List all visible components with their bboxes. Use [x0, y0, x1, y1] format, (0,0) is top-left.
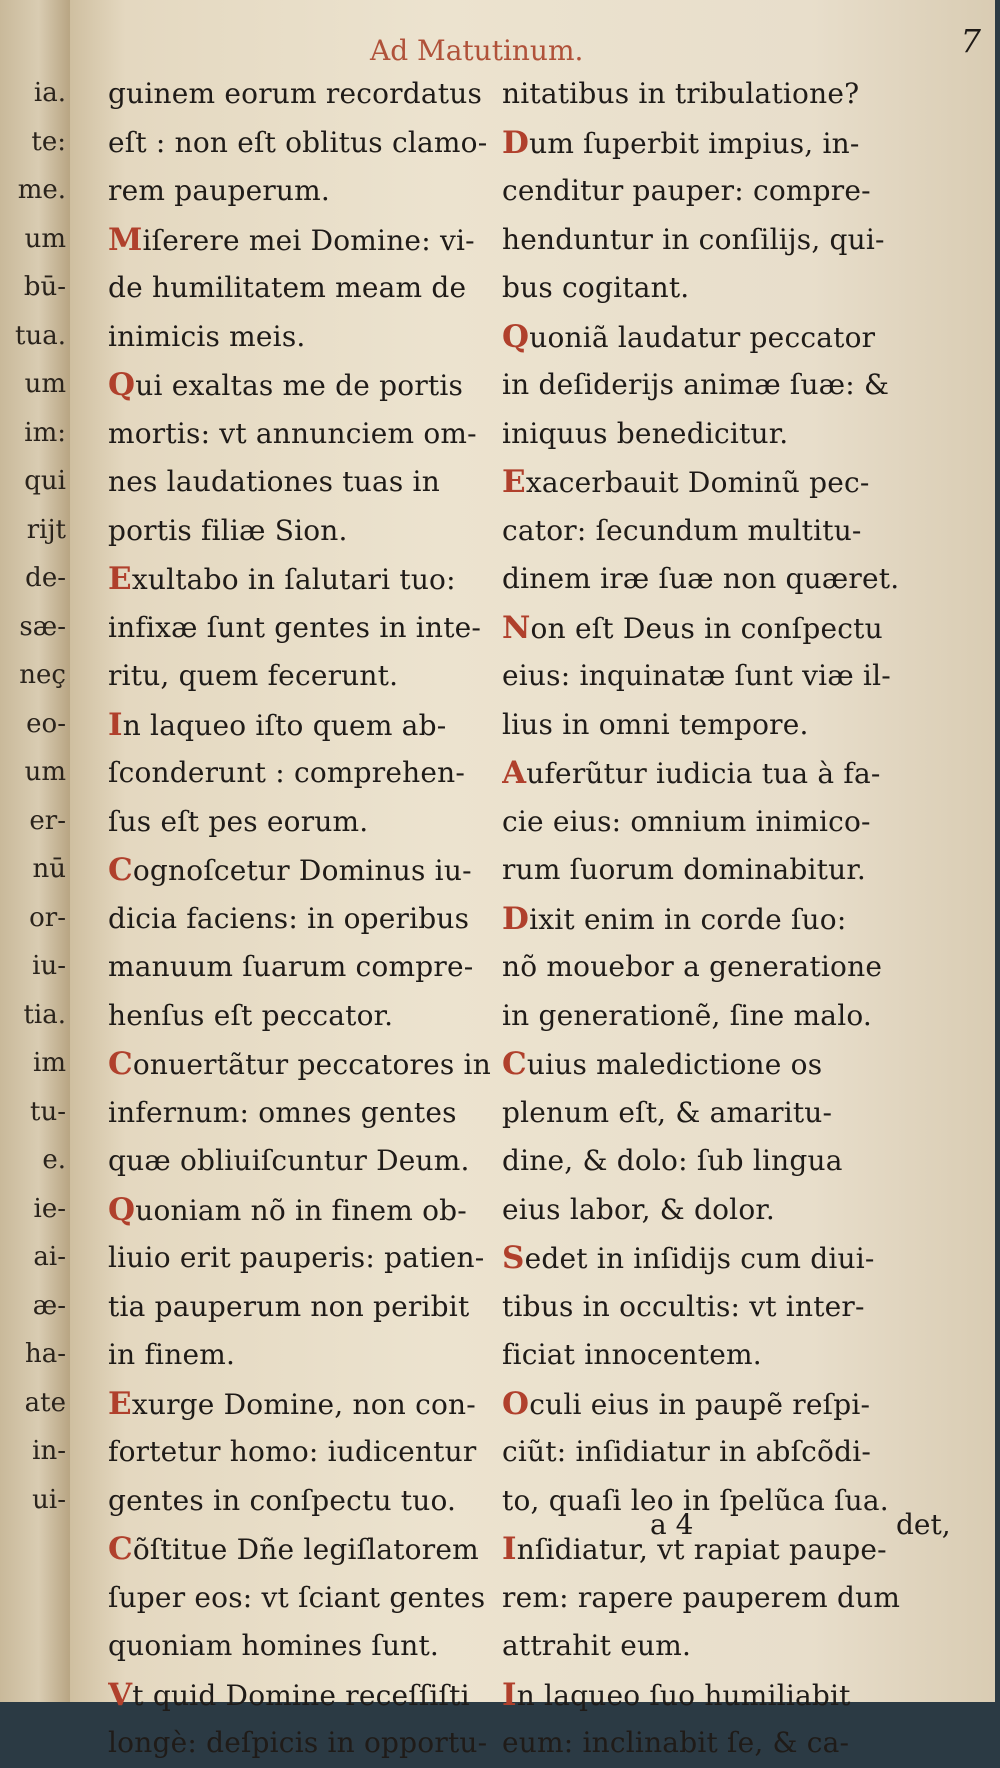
- text-line: [502, 1428, 972, 1477]
- previous-page-fragment: ha-: [24, 1339, 66, 1369]
- previous-page-fragment: um: [24, 223, 66, 254]
- line-text: eius labor, & dolor.: [502, 1192, 775, 1226]
- line-text: ſus eſt pes eorum.: [108, 804, 369, 838]
- previous-page-fragment: um: [24, 757, 66, 787]
- line-text: henduntur in conſilijs, qui-: [502, 222, 885, 256]
- red-initial: Q: [108, 367, 136, 403]
- line-text: nõ mouebor a generatione: [502, 950, 883, 983]
- previous-page-fragment: me.: [17, 175, 66, 205]
- red-initial: C: [108, 1531, 133, 1567]
- text-line: [108, 1234, 503, 1283]
- text-line: [502, 1137, 972, 1186]
- line-text: in deſiderijs animæ ſuæ: &: [502, 368, 890, 401]
- line-text: nes laudationes tuas in: [108, 465, 440, 498]
- previous-page-fragment: iu-: [32, 951, 66, 981]
- line-text: lius in omni tempore.: [502, 707, 809, 741]
- line-text: iniquus benedicitur.: [502, 416, 789, 450]
- text-line: [502, 1380, 972, 1429]
- line-text: on eſt Deus in conſpectu: [530, 611, 883, 645]
- line-text: eſt : non eſt oblitus clamo-: [108, 125, 488, 159]
- line-text: xurge Domine, non con-: [131, 1387, 476, 1421]
- line-text: uoniam nõ in finem ob-: [135, 1193, 467, 1227]
- previous-page-fragment: rijt: [26, 514, 66, 545]
- previous-page-fragment: er-: [29, 805, 66, 836]
- red-initial: E: [108, 561, 132, 597]
- text-line: [108, 846, 503, 895]
- text-line: [108, 1331, 503, 1380]
- previous-page-fragment: im: [33, 1048, 66, 1078]
- text-line: [502, 749, 972, 798]
- line-text: culi eius in paupẽ reſpi-: [529, 1387, 871, 1421]
- red-initial: C: [502, 1046, 527, 1082]
- line-text: rum ſuorum dominabitur.: [502, 853, 866, 886]
- text-line: [108, 943, 503, 992]
- line-text: in generationẽ, ſine malo.: [502, 998, 873, 1032]
- line-text: ciũt: inſidiatur in abſcõdi-: [502, 1435, 872, 1468]
- red-initial: C: [108, 1046, 133, 1082]
- text-line: [108, 798, 503, 847]
- text-line: [502, 1186, 972, 1235]
- text-line: [108, 264, 503, 313]
- text-line: [502, 652, 972, 701]
- line-text: dicia faciens: in operibus: [108, 901, 470, 935]
- red-initial: C: [108, 852, 133, 888]
- line-text: rem: rapere pauperem dum: [502, 1580, 901, 1614]
- text-line: [108, 604, 503, 653]
- text-line: [502, 1089, 972, 1138]
- text-line: [108, 1622, 503, 1671]
- previous-page-fragment: eo-: [26, 708, 66, 739]
- text-line: [108, 1089, 503, 1138]
- text-line: [502, 1622, 972, 1671]
- text-line: [502, 992, 972, 1041]
- line-text: nitatibus in tribulatione?: [502, 77, 860, 110]
- line-text: to, quaſi leo in ſpelũca ſua.: [502, 1483, 889, 1517]
- text-line: [502, 1671, 972, 1720]
- text-line: [108, 313, 503, 362]
- text-line: [108, 1380, 503, 1429]
- text-line: [502, 119, 972, 168]
- line-text: quoniam homines ſunt.: [108, 1629, 439, 1662]
- line-text: uferũtur iudicia tua à fa-: [526, 757, 881, 790]
- line-text: cenditur pauper: compre-: [502, 174, 871, 207]
- line-text: dinem iræ ſuæ non quæret.: [502, 562, 900, 595]
- red-initial: S: [502, 1240, 525, 1276]
- text-line: [108, 992, 503, 1041]
- text-line: [502, 1331, 972, 1380]
- line-text: õſtitue Dñe legiſlatorem: [132, 1533, 479, 1566]
- text-line: [502, 701, 972, 750]
- previous-page-fragment: nū: [32, 854, 66, 884]
- text-line: [502, 458, 972, 507]
- previous-page-fragment: tua.: [15, 320, 66, 351]
- text-line: [502, 313, 972, 362]
- text-line: [502, 1574, 972, 1623]
- text-line: [108, 1428, 503, 1477]
- red-initial: E: [502, 464, 526, 500]
- text-line: [502, 264, 972, 313]
- red-initial: Q: [502, 318, 530, 355]
- previous-page-fragment: in-: [32, 1436, 66, 1466]
- previous-page-fragment: ie-: [33, 1193, 66, 1224]
- line-text: ficiat innocentem.: [502, 1338, 762, 1371]
- text-line: [502, 1719, 972, 1768]
- previous-page-fragment: im:: [24, 417, 66, 448]
- line-text: gentes in conſpectu tuo.: [108, 1483, 457, 1517]
- line-text: ritu, quem fecerunt.: [108, 659, 399, 692]
- line-text: rem pauperum.: [108, 174, 331, 207]
- folio-number: 7: [960, 22, 981, 60]
- line-text: xultabo in ſalutari tuo:: [131, 563, 456, 596]
- previous-page-fragment: ui-: [32, 1484, 66, 1515]
- text-line: [502, 70, 972, 119]
- red-initial: I: [502, 1531, 517, 1567]
- text-line: [502, 1283, 972, 1332]
- line-text: nſidiatur, vt rapiat paupe-: [516, 1533, 887, 1566]
- text-line: [108, 70, 503, 119]
- text-line: [108, 1040, 503, 1089]
- text-line: [108, 1719, 503, 1768]
- line-text: uius maledictione os: [526, 1048, 823, 1081]
- previous-page-fragment: ia.: [33, 78, 66, 108]
- previous-page-fragment: sæ-: [19, 611, 66, 642]
- text-line: [502, 361, 972, 410]
- line-text: attrahit eum.: [502, 1629, 692, 1662]
- text-line: [502, 846, 972, 895]
- line-text: cator: ſecundum multitu-: [502, 513, 862, 547]
- previous-page-fragment: te:: [31, 126, 66, 157]
- line-text: quæ obliuiſcuntur Deum.: [108, 1144, 470, 1177]
- text-line: [502, 507, 972, 556]
- text-line: [108, 1477, 503, 1526]
- text-line: [108, 749, 503, 798]
- text-line: [108, 652, 503, 701]
- text-line: [502, 555, 972, 604]
- text-line: [108, 895, 503, 944]
- line-text: guinem eorum recordatus: [108, 77, 483, 110]
- line-text: infernum: omnes gentes: [108, 1095, 457, 1129]
- text-line: [108, 507, 503, 556]
- line-text: t quid Domine receſſiſti: [132, 1678, 470, 1712]
- red-initial: V: [108, 1676, 133, 1713]
- left-column: [108, 70, 503, 1768]
- line-text: plenum eſt, & amaritu-: [502, 1095, 833, 1129]
- text-line: [108, 410, 503, 459]
- line-text: eum: inclinabit ſe, & ca-: [502, 1726, 850, 1759]
- text-line: [502, 895, 972, 944]
- line-text: mortis: vt annunciem om-: [108, 416, 477, 450]
- text-line: [108, 701, 503, 750]
- line-text: n laqueo iſto quem ab-: [122, 708, 447, 742]
- line-text: tibus in occultis: vt inter-: [502, 1289, 865, 1323]
- text-line: [108, 216, 503, 265]
- line-text: iſerere mei Domine: vi-: [142, 223, 475, 257]
- red-initial: I: [108, 706, 123, 743]
- previous-page-fragment: de-: [25, 563, 66, 593]
- red-initial: M: [108, 221, 143, 258]
- line-text: ſconderunt : comprehen-: [108, 756, 466, 789]
- previous-page-fragment: e.: [42, 1145, 66, 1175]
- line-text: bus cogitant.: [502, 271, 690, 304]
- text-line: [502, 167, 972, 216]
- running-head: Ad Matutinum.: [370, 34, 584, 67]
- line-text: tia pauperum non peribit: [108, 1289, 470, 1323]
- text-line: [502, 604, 972, 653]
- signature-mark: a 4: [650, 1508, 694, 1541]
- text-line: [502, 216, 972, 265]
- text-line: [108, 1283, 503, 1332]
- previous-page-fragment: or-: [29, 902, 66, 933]
- line-text: inimicis meis.: [108, 319, 306, 353]
- catchword: det,: [896, 1508, 951, 1541]
- line-text: onuertãtur peccatores in: [132, 1048, 491, 1081]
- line-text: ixit enim in corde ſuo:: [529, 902, 847, 936]
- line-text: henſus eſt peccator.: [108, 998, 394, 1032]
- line-text: portis filiæ Sion.: [108, 513, 348, 547]
- text-line: [108, 1525, 503, 1574]
- text-line: [108, 1137, 503, 1186]
- line-text: ſuper eos: vt ſciant gentes: [108, 1580, 486, 1614]
- previous-page-fragment: tia.: [23, 999, 66, 1030]
- line-text: infixæ ſunt gentes in inte-: [108, 610, 482, 644]
- line-text: fortetur homo: iudicentur: [108, 1435, 477, 1468]
- previous-page-fragment: æ-: [32, 1290, 66, 1321]
- red-initial: E: [108, 1385, 132, 1422]
- line-text: uoniã laudatur peccator: [529, 320, 876, 354]
- book-page: [70, 0, 995, 1759]
- text-line: [108, 167, 503, 216]
- red-initial: Q: [108, 1191, 136, 1228]
- line-text: dine, & dolo: ſub lingua: [502, 1144, 843, 1177]
- previous-page-fragment: qui: [24, 466, 66, 496]
- line-text: ui exaltas me de portis: [135, 369, 464, 402]
- text-line: [502, 1040, 972, 1089]
- red-initial: D: [502, 900, 530, 937]
- line-text: eius: inquinatæ ſunt viæ il-: [502, 659, 891, 692]
- line-text: longè: deſpicis in opportu-: [108, 1726, 488, 1759]
- previous-page-fragment: ate: [24, 1387, 66, 1418]
- text-line: [502, 943, 972, 992]
- red-initial: D: [502, 124, 530, 161]
- text-line: [108, 1671, 503, 1720]
- text-line: [108, 119, 503, 168]
- previous-page-fragment: tu-: [30, 1096, 66, 1127]
- text-line: [108, 361, 503, 410]
- previous-page-fragment: bū-: [23, 272, 66, 302]
- text-line: [108, 458, 503, 507]
- previous-page-fragment: um: [24, 369, 66, 399]
- line-text: manuum ſuarum compre-: [108, 950, 474, 983]
- line-text: liuio erit pauperis: patien-: [108, 1241, 485, 1274]
- red-initial: I: [502, 1676, 517, 1713]
- line-text: de humilitatem meam de: [108, 271, 467, 304]
- line-text: edet in inſidijs cum diui-: [524, 1242, 875, 1275]
- line-text: um ſuperbit impius, in-: [529, 126, 860, 160]
- text-line: [502, 798, 972, 847]
- previous-page-edge: [0, 0, 72, 1702]
- line-text: xacerbauit Dominũ pec-: [525, 466, 870, 499]
- line-text: ognoſcetur Dominus iu-: [132, 854, 472, 887]
- text-line: [108, 555, 503, 604]
- text-line: [108, 1574, 503, 1623]
- text-line: [502, 410, 972, 459]
- text-line: [502, 1234, 972, 1283]
- red-initial: N: [502, 609, 531, 646]
- previous-page-fragment: neç: [19, 660, 66, 690]
- previous-page-fragment: ai-: [33, 1242, 66, 1272]
- red-initial: A: [502, 755, 527, 791]
- red-initial: O: [502, 1385, 530, 1422]
- text-line: [108, 1186, 503, 1235]
- line-text: in finem.: [108, 1338, 236, 1371]
- line-text: n laqueo ſuo humiliabit: [516, 1678, 851, 1712]
- line-text: cie eius: omnium inimico-: [502, 804, 871, 838]
